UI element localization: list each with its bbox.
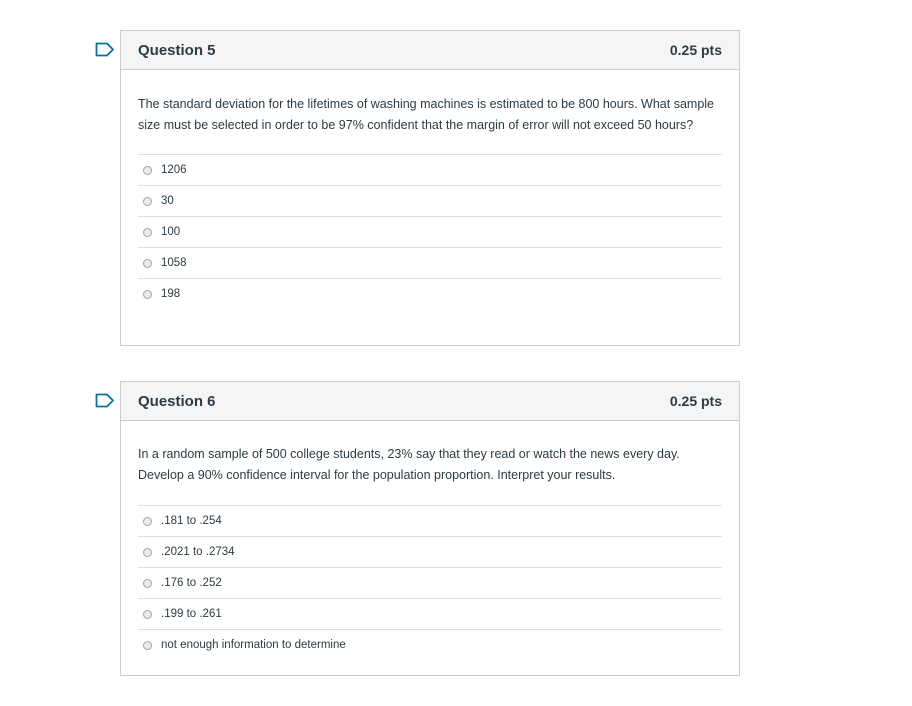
radio-icon[interactable]: [143, 290, 152, 299]
answer-label[interactable]: .2021 to .2734: [161, 546, 235, 558]
radio-icon[interactable]: [143, 259, 152, 268]
answer-option[interactable]: [138, 505, 722, 536]
question-title: Question 6: [138, 393, 216, 410]
question-header: [121, 382, 739, 421]
answer-option[interactable]: [138, 278, 722, 309]
question-body: [121, 421, 739, 660]
answer-label[interactable]: .181 to .254: [161, 515, 222, 527]
answer-label[interactable]: 1058: [161, 257, 187, 269]
question-title: Question 5: [138, 42, 216, 59]
answer-option[interactable]: [138, 567, 722, 598]
answer-option[interactable]: [138, 185, 722, 216]
radio-icon[interactable]: [143, 228, 152, 237]
answer-label[interactable]: .176 to .252: [161, 577, 222, 589]
answer-option[interactable]: [138, 598, 722, 629]
radio-icon[interactable]: [143, 641, 152, 650]
radio-icon[interactable]: [143, 166, 152, 175]
answer-label[interactable]: 198: [161, 288, 181, 300]
question-text: The standard deviation for the lifetimes of washing machines is estimated to be 800 hours. What sample size must be selected in order to be 97% confident that the margin of error will not exceed 50 hours?: [138, 97, 714, 132]
answer-label[interactable]: 100: [161, 226, 181, 238]
question-6: [120, 381, 740, 676]
answer-list: [138, 154, 722, 309]
question-body: [121, 70, 739, 309]
flag-question-icon[interactable]: [95, 42, 115, 57]
question-5: [120, 30, 740, 346]
answer-label[interactable]: 1206: [161, 164, 187, 176]
flag-question-icon[interactable]: [95, 393, 115, 408]
answer-option[interactable]: [138, 629, 722, 660]
answer-label[interactable]: not enough information to determine: [161, 639, 346, 651]
answer-option[interactable]: [138, 216, 722, 247]
answer-list: [138, 505, 722, 660]
question-header: [121, 31, 739, 70]
radio-icon[interactable]: [143, 610, 152, 619]
radio-icon[interactable]: [143, 579, 152, 588]
answer-option[interactable]: [138, 154, 722, 185]
radio-icon[interactable]: [143, 197, 152, 206]
answer-label[interactable]: .199 to .261: [161, 608, 222, 620]
question-text: In a random sample of 500 college students, 23% say that they read or watch the news every day. Develop a 90% confidence interval for the population proportion. Interpret your results.: [138, 447, 680, 482]
answer-label[interactable]: 30: [161, 195, 174, 207]
answer-option[interactable]: [138, 536, 722, 567]
radio-icon[interactable]: [143, 517, 152, 526]
question-points: 0.25 pts: [669, 393, 722, 409]
radio-icon[interactable]: [143, 548, 152, 557]
question-points: 0.25 pts: [669, 42, 722, 58]
answer-option[interactable]: [138, 247, 722, 278]
